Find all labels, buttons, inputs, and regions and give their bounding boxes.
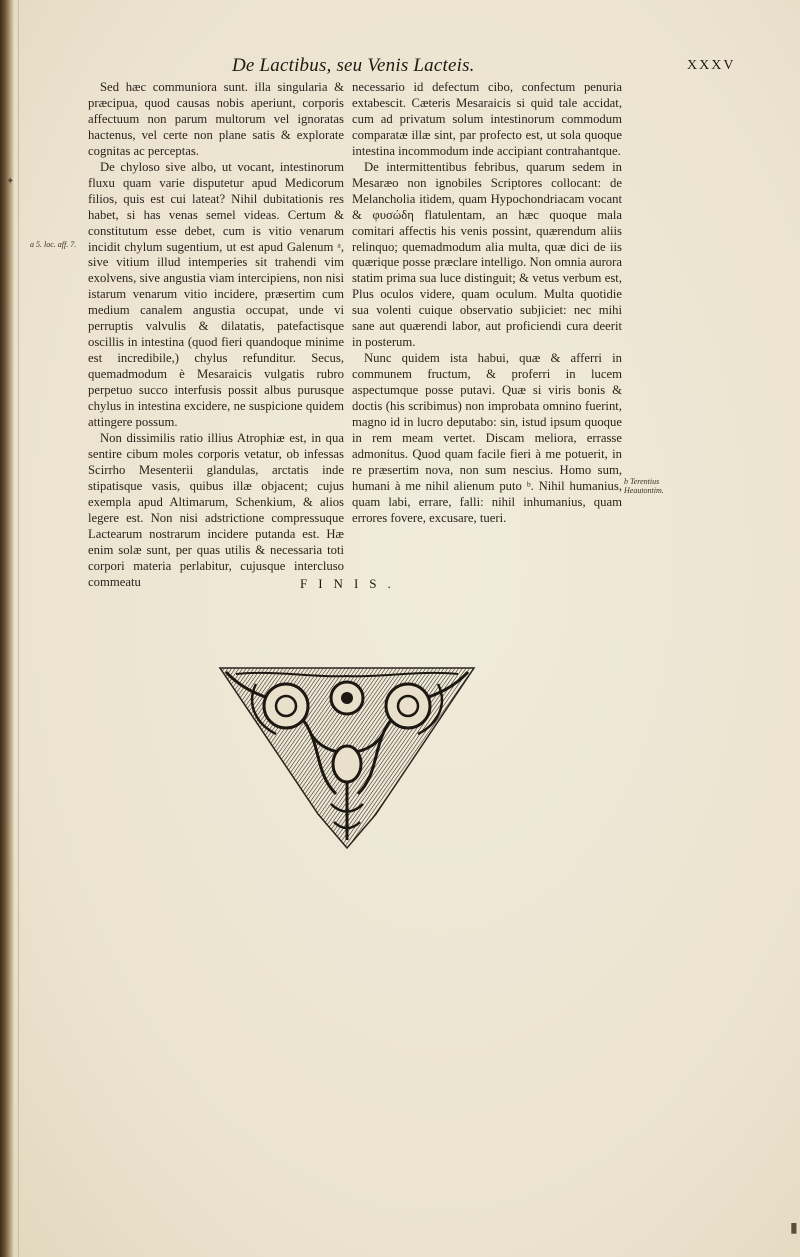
- paragraph: Non dissimilis ratio illius Atrophiæ est, in qua sentire cibum moles corporis vetatur, ob infessas Scirrho Mesenterii glandulas, arctatis inde stipatisque vasis, quibus illæ objacent; cujus exempla apud Altimarum, Schenkium, & alios legere est. Non nisi adstrictione compressuque Lactearum nostrarum incidere putanda est. Hæ enim solæ sunt, per quas utilis & necessaria toti corpori materia perlabitur, cujusque interclusо commeatu: [88, 430, 344, 589]
- paragraph: De chyloso sive albo, ut vocant, intestinorum fluxu quam varie disputetur apud Medicorum filios, quis est cui lateat? Nihil dubitationis res habet, si has venas semel videas. Certum & constitutum esse debet, cum is vitio venarum incidit chylum sugentium, ut est apud Galenum ᵃ, sive vitium illud intemperies sit trahendi vim exolvens, sive angustia viam intercipiens, non nisi istarum venarum vitio incidere, præsertim cum medium canalem angustia occupat, unde vi perruptis valvulis & dilatatis, patefactisque oscillis in intestina (quod fieri quandoque minime est incredibile,) chylus refunditur. Secus, quemadmodum è Mesaraicis vulgatis rubro perpetuo succo interfusis possit albus purusque chylus in intestina excidere, ne suspicione quidem attingere possum.: [88, 159, 344, 430]
- margin-note-a: a 5. loc. aff. 7.: [30, 240, 77, 249]
- page-speck: ▮: [790, 1221, 798, 1236]
- margin-note-b-line: Heautontim.: [624, 486, 664, 495]
- finis: FINIS.: [300, 576, 402, 591]
- page-rule-line: [18, 0, 19, 1257]
- paragraph: De intermittentibus febribus, quarum sedem in Mesaræo non ignobiles Scriptores collocant: de Melancholia itidem, quam Hypochondriacam vocant & φυσώδη flatulentam, an hæc quoque mala comitari affectis his venis possint, quærendum aliis relinquo; quemadmodum alia multa, quæ dici de iis quærique posse præclare intelligo. Non omnia aurora statim prima sua luce distinguit; & vetus verbum est, Plus oculos videre, quam oculum. Multa quotidie sua volenti cuique observatio subjiciet: nec mihi sane aut quærendi labor, aut proficiendi cura deerit in posterum.: [352, 159, 622, 350]
- paragraph: Nunc quidem ista habui, quæ & afferri in communem fructum, & proferri in lucem aspectumque posse putavi. Quæ si viris bonis & doctis (his scribimus) non improbata omnino fuerint, magno id in lucro deputabo: sin, istud ipsum quoque in rem meam vertet. Discam meliora, errasse admonitus. Quod quam facile fieri à me potuerit, in re præsertim nova, non sum nescius. Homo sum, humani à me nihil alienum puto ᵇ. Nihil humanius, quam labi, errare, falli: nihil inhumanius, quam errores fovere, excusare, tueri.: [352, 351, 622, 525]
- margin-note-b: [624, 477, 684, 495]
- margin-note-b-line: b Terentius: [624, 477, 660, 486]
- paragraph: necessario id defectum cibo, confectum penuria extabescit. Cæteris Mesaraicis si quid tale accidat, cum ad privatum solum intestinorum commodum comparatæ illæ sint, par profecto est, ut sola quoque intestina incommodum inde accipiant contrahantque.: [352, 80, 622, 158]
- right-column: [352, 80, 622, 527]
- paragraph: Sed hæc communiora sunt. illa singularia & præcipua, quod causas nobis aperiunt, corporis affectuum non parum multorum vel ignoratas hactenus, vel certe non plane satis & explorate cognitas ac perceptas.: [88, 80, 344, 158]
- page-number: XXXV: [687, 58, 736, 73]
- tailpiece-ornament-icon: [216, 664, 478, 850]
- page-binding-shadow: [0, 0, 14, 1257]
- running-head: De Lactibus, seu Venis Lacteis.: [232, 55, 475, 76]
- left-column: [88, 80, 344, 591]
- page-speck: ✦: [6, 176, 15, 187]
